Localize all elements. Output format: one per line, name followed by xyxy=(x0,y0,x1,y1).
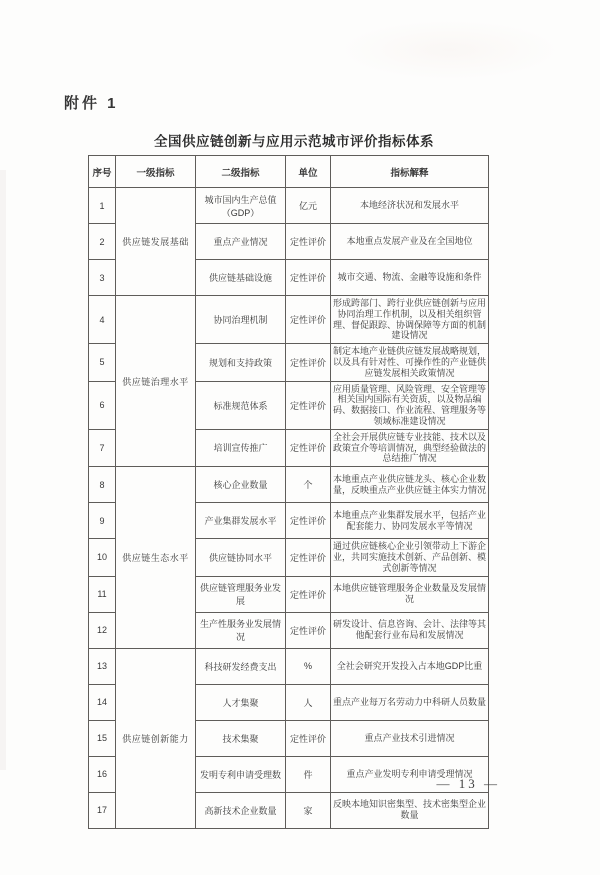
serial-number-cell: 11 xyxy=(89,576,116,612)
attachment-label: 附件 1 xyxy=(64,95,119,112)
unit-cell: 定性评价 xyxy=(286,576,331,612)
level2-indicator-cell: 人才集聚 xyxy=(196,684,286,720)
level1-indicator-cell: 供应链治理水平 xyxy=(116,296,196,467)
explanation-cell: 本地经济状况和发展水平 xyxy=(331,188,489,224)
serial-number-cell: 4 xyxy=(89,296,116,344)
table-header xyxy=(89,156,489,188)
table-row xyxy=(89,648,489,684)
serial-number-cell: 14 xyxy=(89,684,116,720)
column-header: 序号 xyxy=(89,156,116,188)
explanation-cell: 重点产业发明专利申请受理情况 xyxy=(331,756,489,792)
table-row xyxy=(89,188,489,224)
header-row xyxy=(89,156,489,188)
level1-indicator-cell: 供应链发展基础 xyxy=(116,188,196,296)
level2-indicator-cell: 发明专利申请受理数 xyxy=(196,756,286,792)
serial-number-cell: 9 xyxy=(89,503,116,539)
serial-number-cell: 2 xyxy=(89,224,116,260)
unit-cell: 定性评价 xyxy=(286,539,331,576)
serial-number-cell: 5 xyxy=(89,344,116,381)
serial-number-cell: 12 xyxy=(89,612,116,648)
scan-artifact xyxy=(340,20,560,80)
explanation-cell: 本地供应链管理服务企业数量及发展情况 xyxy=(331,576,489,612)
level2-indicator-cell: 标准规范体系 xyxy=(196,381,286,429)
serial-number-cell: 10 xyxy=(89,539,116,576)
level2-indicator-cell: 供应链管理服务业发展 xyxy=(196,576,286,612)
table-row xyxy=(89,296,489,344)
explanation-cell: 本地重点发展产业及在全国地位 xyxy=(331,224,489,260)
unit-cell: % xyxy=(286,648,331,684)
page-number: — 13 — xyxy=(436,776,500,791)
serial-number-cell: 13 xyxy=(89,648,116,684)
column-header: 一级指标 xyxy=(116,156,196,188)
level2-indicator-cell: 规划和支持政策 xyxy=(196,344,286,381)
unit-cell: 定性评价 xyxy=(286,224,331,260)
serial-number-cell: 15 xyxy=(89,720,116,756)
column-header: 指标解释 xyxy=(331,156,489,188)
table-body xyxy=(89,188,489,829)
unit-cell: 定性评价 xyxy=(286,381,331,429)
page-title: 全国供应链创新与应用示范城市评价指标体系 xyxy=(154,134,434,149)
unit-cell: 定性评价 xyxy=(286,429,331,466)
level2-indicator-cell: 高新技术企业数量 xyxy=(196,792,286,828)
explanation-cell: 重点产业每万名劳动力中科研人员数量 xyxy=(331,684,489,720)
unit-cell: 人 xyxy=(286,684,331,720)
explanation-cell: 本地重点产业供应链龙头、核心企业数量，反映重点产业供应链主体实力情况 xyxy=(331,467,489,503)
explanation-cell: 通过供应链核心企业引领带动上下游企业，共同实施技术创新、产品创新、模式创新等情况 xyxy=(331,539,489,576)
explanation-cell: 制定本地产业链供应链发展战略规划，以及具有针对性、可操作性的产业链供应链发展相关政策情况 xyxy=(331,344,489,381)
level2-indicator-cell: 培训宣传推广 xyxy=(196,429,286,466)
unit-cell: 亿元 xyxy=(286,188,331,224)
explanation-cell: 城市交通、物流、金融等设施和条件 xyxy=(331,260,489,296)
evaluation-index-table xyxy=(88,155,489,829)
unit-cell: 定性评价 xyxy=(286,344,331,381)
unit-cell: 件 xyxy=(286,756,331,792)
level2-indicator-cell: 协同治理机制 xyxy=(196,296,286,344)
serial-number-cell: 6 xyxy=(89,381,116,429)
level1-indicator-cell: 供应链创新能力 xyxy=(116,648,196,828)
explanation-cell: 本地重点产业集群发展水平，包括产业配套能力、协同发展水平等情况 xyxy=(331,503,489,539)
serial-number-cell: 3 xyxy=(89,260,116,296)
column-header: 单位 xyxy=(286,156,331,188)
level2-indicator-cell: 供应链协同水平 xyxy=(196,539,286,576)
explanation-cell: 全社会开展供应链专业技能、技术以及政策宣介等培训情况，典型经验做法的总结推广情况 xyxy=(331,429,489,466)
level2-indicator-cell: 核心企业数量 xyxy=(196,467,286,503)
serial-number-cell: 16 xyxy=(89,756,116,792)
scan-artifact xyxy=(0,170,6,770)
level2-indicator-cell: 科技研发经费支出 xyxy=(196,648,286,684)
explanation-cell: 反映本地知识密集型、技术密集型企业数量 xyxy=(331,792,489,828)
serial-number-cell: 7 xyxy=(89,429,116,466)
explanation-cell: 全社会研究开发投入占本地GDP比重 xyxy=(331,648,489,684)
explanation-cell: 形成跨部门、跨行业供应链创新与应用协同治理工作机制，以及相关组织管理、督促跟踪、协调保障等方面的机制建设情况 xyxy=(331,296,489,344)
level2-indicator-cell: 生产性服务业发展情况 xyxy=(196,612,286,648)
serial-number-cell: 17 xyxy=(89,792,116,828)
unit-cell: 个 xyxy=(286,467,331,503)
unit-cell: 定性评价 xyxy=(286,720,331,756)
unit-cell: 定性评价 xyxy=(286,296,331,344)
level2-indicator-cell: 产业集群发展水平 xyxy=(196,503,286,539)
unit-cell: 定性评价 xyxy=(286,612,331,648)
level2-indicator-cell: 重点产业情况 xyxy=(196,224,286,260)
explanation-cell: 应用质量管理、风险管理、安全管理等相关国内国际有关资质，以及物品编码、数据接口、作业流程、管理服务等领域标准建设情况 xyxy=(331,381,489,429)
level1-indicator-cell: 供应链生态水平 xyxy=(116,467,196,648)
serial-number-cell: 8 xyxy=(89,467,116,503)
level2-indicator-cell: 供应链基础设施 xyxy=(196,260,286,296)
explanation-cell: 重点产业技术引进情况 xyxy=(331,720,489,756)
serial-number-cell: 1 xyxy=(89,188,116,224)
level2-indicator-cell: 城市国内生产总值（GDP） xyxy=(196,188,286,224)
column-header: 二级指标 xyxy=(196,156,286,188)
unit-cell: 定性评价 xyxy=(286,260,331,296)
explanation-cell: 研发设计、信息咨询、会计、法律等其他配套行业布局和发展情况 xyxy=(331,612,489,648)
unit-cell: 家 xyxy=(286,792,331,828)
level2-indicator-cell: 技术集聚 xyxy=(196,720,286,756)
table-row xyxy=(89,467,489,503)
unit-cell: 定性评价 xyxy=(286,503,331,539)
